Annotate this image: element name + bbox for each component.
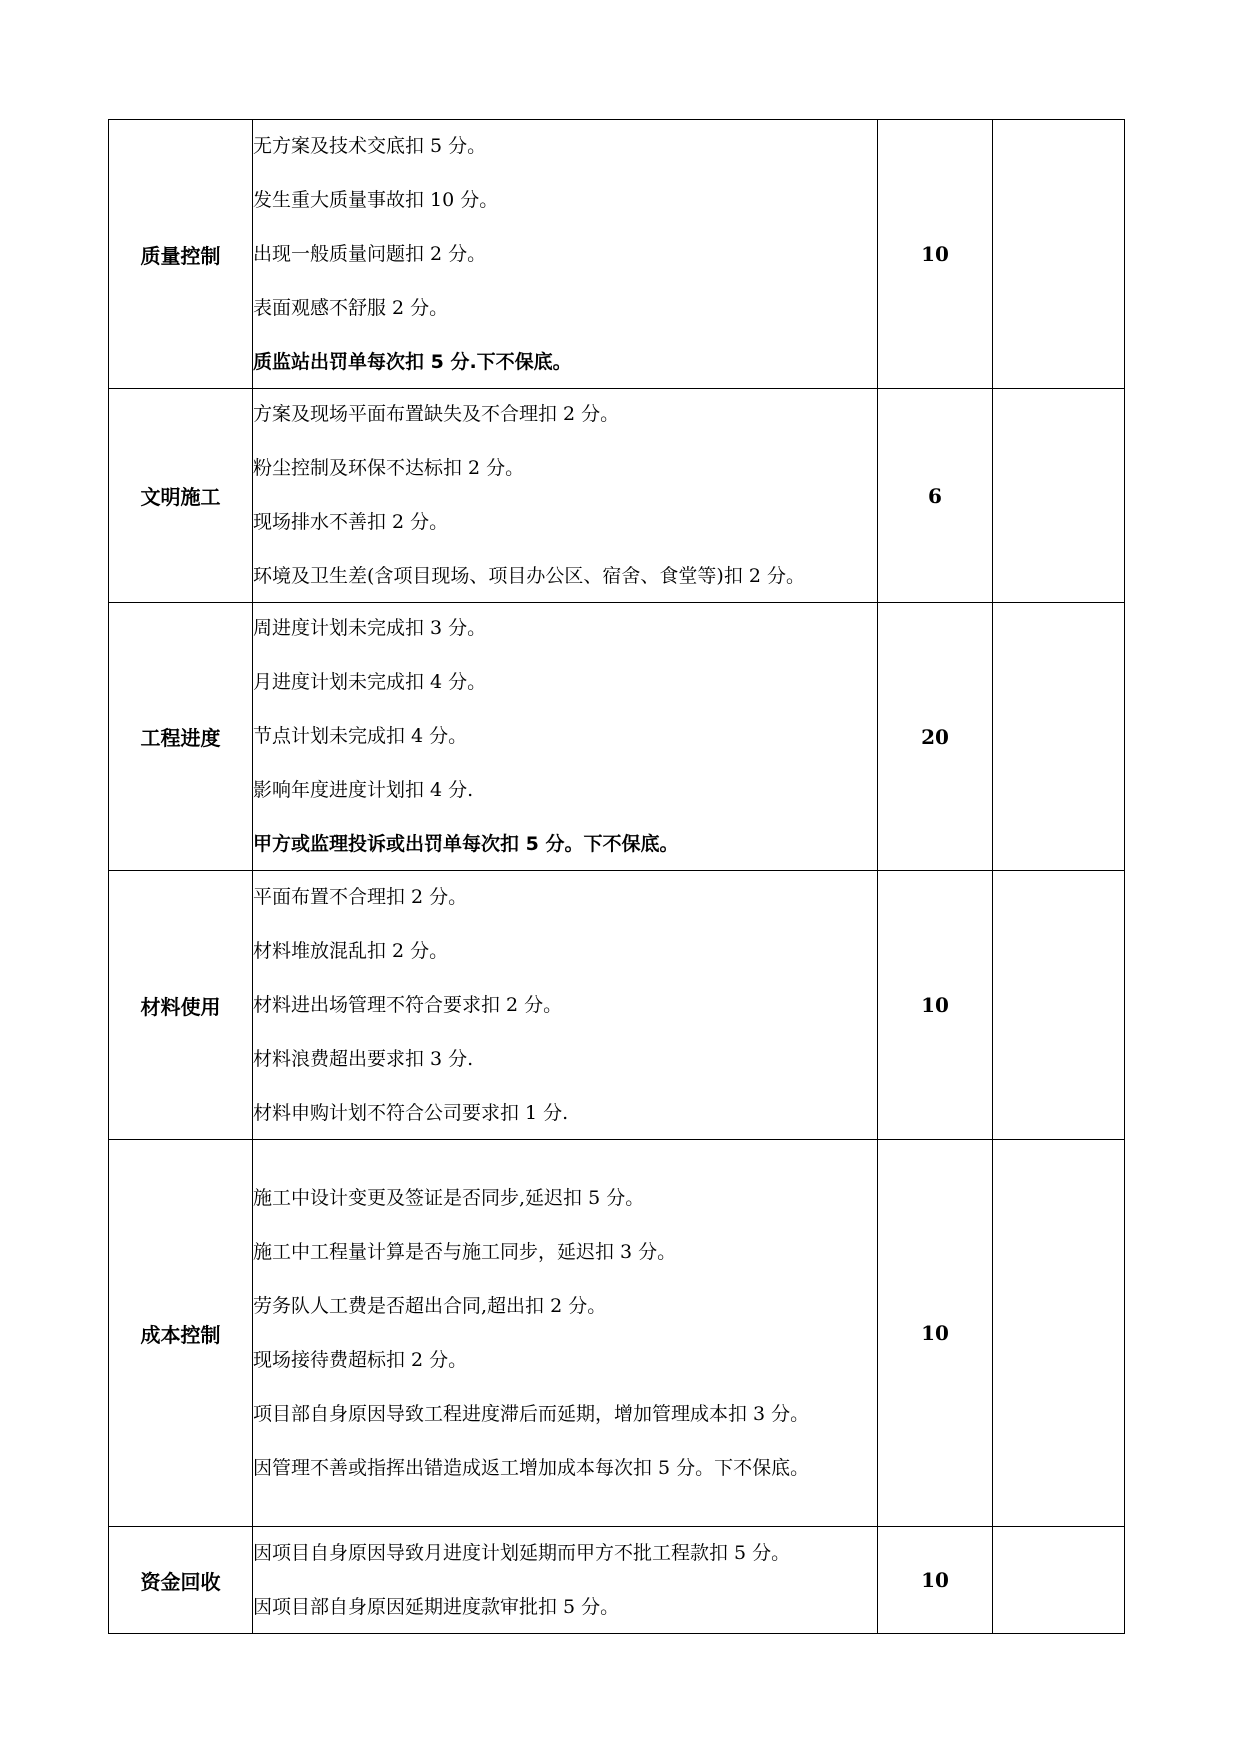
criterion-item: 施工中工程量计算是否与施工同步，延迟扣 3 分。 [253,1240,677,1263]
category-cell: 工程进度 [109,603,253,871]
criterion-item: 节点计划未完成扣 4 分。 [253,725,468,747]
criteria-cell [253,1140,878,1527]
criterion-item: 材料浪费超出要求扣 3 分. [253,1047,474,1070]
criteria-cell [253,389,878,603]
table-body [109,120,1125,1634]
score-cell: 10 [878,120,993,389]
criteria-cell [253,871,878,1140]
criterion-item: 现场接待费超标扣 2 分。 [253,1348,468,1371]
criterion-item: 月进度计划未完成扣 4 分。 [253,671,487,693]
criteria-cell [253,120,878,389]
table-row [109,1527,1125,1634]
criterion-item: 施工中设计变更及签证是否同步,延迟扣 5 分。 [253,1186,645,1209]
criterion-item: 影响年度进度计划扣 4 分. [253,779,474,801]
criterion-item: 因项目部自身原因延期进度款审批扣 5 分。 [253,1595,620,1618]
category-cell: 资金回收 [109,1527,253,1634]
evaluation-score-cell [993,603,1125,871]
criterion-item: 环境及卫生差(含项目现场、项目办公区、宿舍、食堂等)扣 2 分。 [253,565,805,587]
evaluation-score-cell [993,120,1125,389]
criterion-item: 周进度计划未完成扣 3 分。 [253,617,487,639]
criterion-item: 粉尘控制及环保不达标扣 2 分。 [253,457,525,479]
criterion-item: 甲方或监理投诉或出罚单每次扣 5 分。下不保底。 [253,833,679,855]
evaluation-score-cell [993,1140,1125,1527]
criterion-item: 表面观感不舒服 2 分。 [253,296,449,319]
score-cell: 10 [878,1527,993,1634]
criterion-item: 方案及现场平面布置缺失及不合理扣 2 分。 [253,403,620,425]
criterion-item: 发生重大质量事故扣 10 分。 [253,188,499,211]
criteria-cell [253,1527,878,1634]
criterion-item: 材料进出场管理不符合要求扣 2 分。 [253,993,563,1016]
criteria-cell [253,603,878,871]
criterion-item: 材料申购计划不符合公司要求扣 1 分. [253,1101,569,1124]
criterion-item: 材料堆放混乱扣 2 分。 [253,939,449,962]
evaluation-score-cell [993,1527,1125,1634]
criterion-item: 现场排水不善扣 2 分。 [253,511,449,533]
evaluation-score-cell [993,389,1125,603]
criterion-item: 出现一般质量问题扣 2 分。 [253,242,487,265]
score-cell: 20 [878,603,993,871]
criterion-item: 平面布置不合理扣 2 分。 [253,885,468,908]
evaluation-score-cell [993,871,1125,1140]
criterion-item: 项目部自身原因导致工程进度滞后而延期，增加管理成本扣 3 分。 [253,1402,810,1425]
score-cell: 10 [878,871,993,1140]
criterion-item: 因管理不善或指挥出错造成返工增加成本每次扣 5 分。下不保底。 [253,1456,810,1479]
category-cell: 成本控制 [109,1140,253,1527]
table-row [109,1140,1125,1527]
table-row [109,603,1125,871]
score-cell: 10 [878,1140,993,1527]
criterion-item: 无方案及技术交底扣 5 分。 [253,134,487,157]
table-row [109,871,1125,1140]
criterion-item: 因项目自身原因导致月进度计划延期而甲方不批工程款扣 5 分。 [253,1541,791,1564]
category-cell: 材料使用 [109,871,253,1140]
criterion-item: 劳务队人工费是否超出合同,超出扣 2 分。 [253,1294,607,1317]
evaluation-table [108,119,1125,1634]
category-cell: 质量控制 [109,120,253,389]
category-cell: 文明施工 [109,389,253,603]
table-row [109,120,1125,389]
score-cell: 6 [878,389,993,603]
table-row [109,389,1125,603]
criterion-item: 质监站出罚单每次扣 5 分.下不保底。 [253,350,572,373]
